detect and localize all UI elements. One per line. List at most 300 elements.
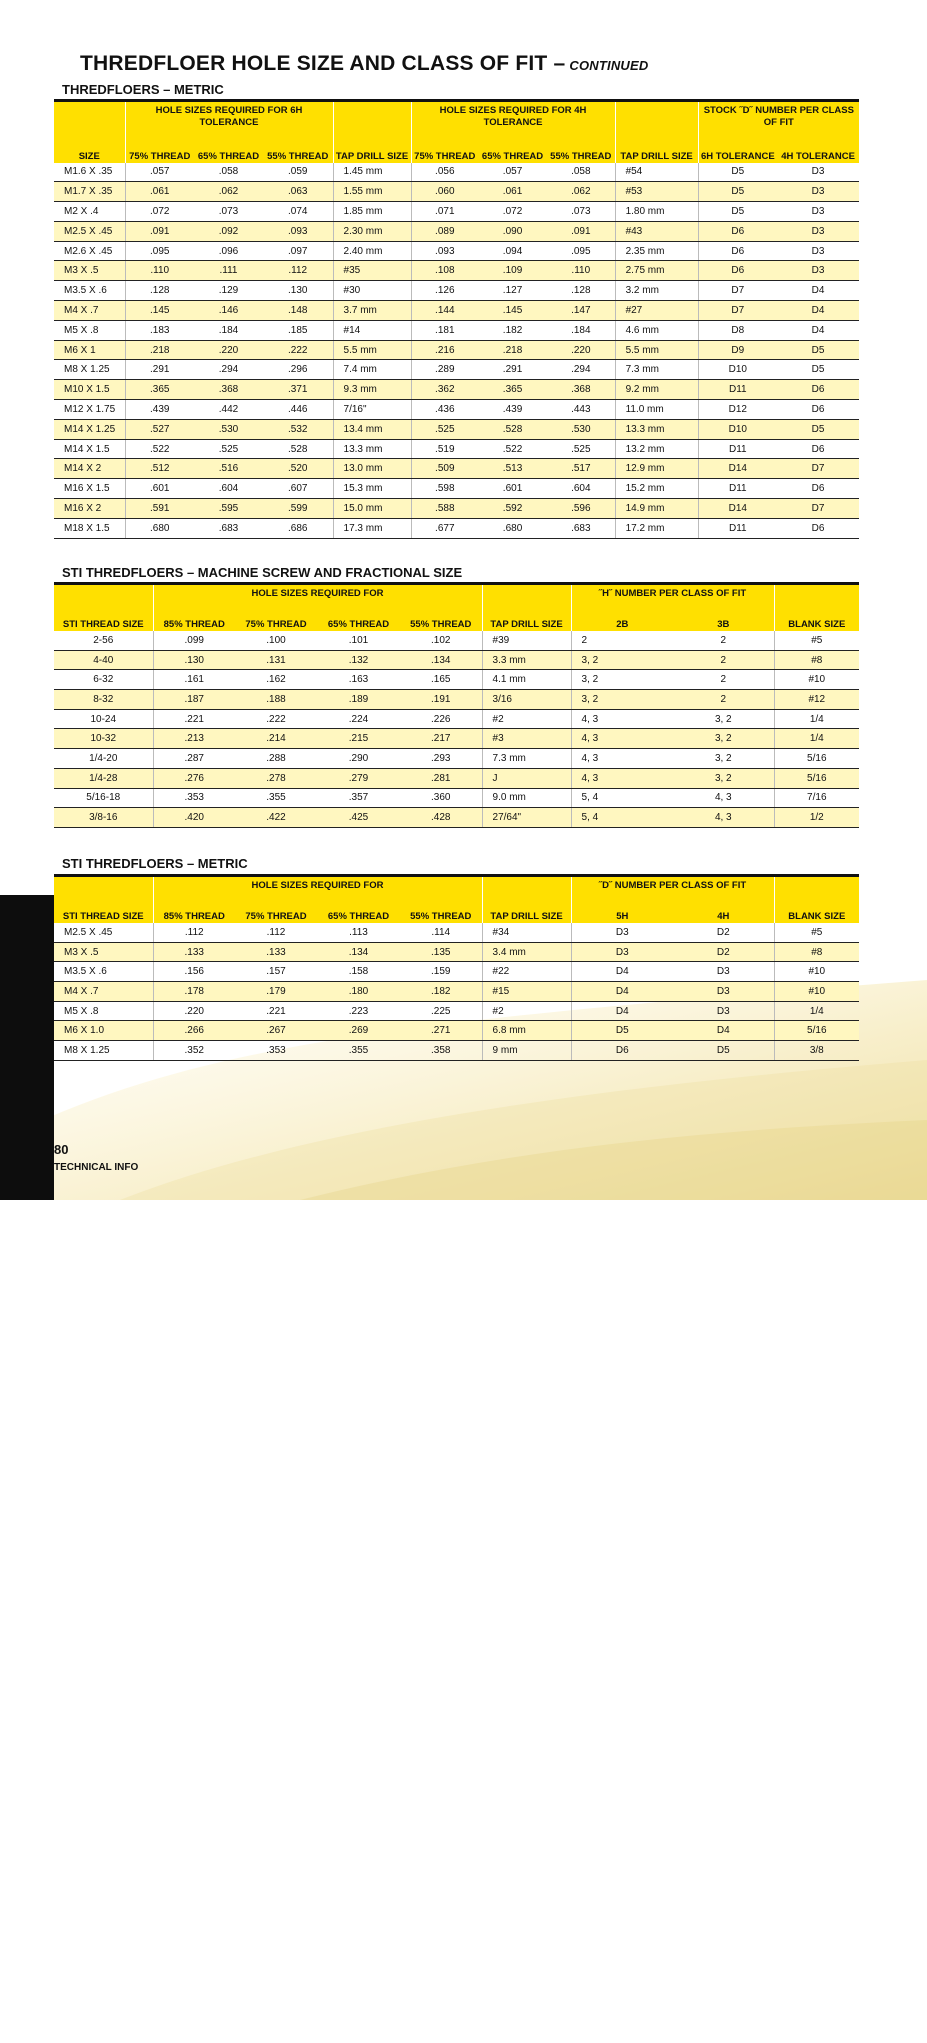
table-row: [54, 182, 859, 202]
table-cell: .102: [400, 631, 482, 650]
table-cell: #15: [482, 982, 571, 1002]
table-cell: 13.3 mm: [615, 419, 698, 439]
table-cell: .222: [235, 709, 317, 729]
table-row: [54, 670, 859, 690]
table-cell: M14 X 2: [54, 459, 125, 479]
table-cell: D11: [698, 439, 777, 459]
table-cell: D11: [698, 518, 777, 538]
table-cell: .604: [547, 479, 615, 499]
table-cell: #3: [482, 729, 571, 749]
header-group-stock: STOCK ˝D˝ NUMBER PER CLASS OF FIT: [698, 101, 859, 131]
table-cell: .528: [263, 439, 333, 459]
table-cell: .353: [235, 1041, 317, 1061]
table-cell: 17.3 mm: [333, 518, 411, 538]
table-cell: .530: [194, 419, 263, 439]
table-row: [54, 768, 859, 788]
table-cell: .680: [125, 518, 194, 538]
table-cell: .129: [194, 281, 263, 301]
table-cell: D5: [698, 182, 777, 202]
table-cell: M3 X .5: [54, 261, 125, 281]
header-tap-drill: TAP DRILL SIZE: [482, 876, 571, 924]
page-number: 80: [54, 1142, 69, 1157]
table-cell: 1/4: [774, 1001, 859, 1021]
table-cell: D6: [698, 241, 777, 261]
table-cell: D3: [673, 982, 774, 1002]
table-cell: .092: [194, 221, 263, 241]
table-cell: 14.9 mm: [615, 499, 698, 519]
table-cell: .220: [547, 340, 615, 360]
table-cell: .294: [194, 360, 263, 380]
table-cell: .073: [194, 202, 263, 222]
table-row: [54, 261, 859, 281]
table-cell: .522: [478, 439, 547, 459]
table-cell: .072: [125, 202, 194, 222]
side-label: [14, 1933, 40, 2043]
table-row: [54, 499, 859, 519]
table-cell: 4, 3: [571, 709, 673, 729]
table-cell: 1/4: [774, 709, 859, 729]
table-cell: D5: [698, 202, 777, 222]
table-cell: .360: [400, 788, 482, 808]
table-cell: D14: [698, 459, 777, 479]
table-cell: .112: [235, 923, 317, 942]
table-cell: .181: [411, 320, 478, 340]
table-cell: D5: [673, 1041, 774, 1061]
table-cell: 2.75 mm: [615, 261, 698, 281]
table-cell: .113: [317, 923, 400, 942]
table-cell: .112: [263, 261, 333, 281]
table-cell: D4: [777, 281, 859, 301]
table-cell: 9.3 mm: [333, 380, 411, 400]
table-cell: 11.0 mm: [615, 400, 698, 420]
table-cell: #22: [482, 962, 571, 982]
table-cell: M3.5 X .6: [54, 281, 125, 301]
table-cell: D12: [698, 400, 777, 420]
table-cell: D4: [777, 301, 859, 321]
table-cell: .291: [125, 360, 194, 380]
table-cell: #12: [774, 690, 859, 710]
table-cell: .184: [547, 320, 615, 340]
table-cell: .072: [478, 202, 547, 222]
table-cell: M4 X .7: [54, 301, 125, 321]
table-cell: M16 X 2: [54, 499, 125, 519]
table-cell: .601: [478, 479, 547, 499]
table-cell: 10-24: [54, 709, 153, 729]
table-cell: .100: [235, 631, 317, 650]
table-cell: .599: [263, 499, 333, 519]
table-cell: 2: [571, 631, 673, 650]
table-cell: D3: [571, 923, 673, 942]
table-cell: 2.40 mm: [333, 241, 411, 261]
table-cell: .226: [400, 709, 482, 729]
table-cell: .296: [263, 360, 333, 380]
table-cell: 7.3 mm: [482, 749, 571, 769]
table-cell: .598: [411, 479, 478, 499]
table-row: [54, 221, 859, 241]
table-cell: .442: [194, 400, 263, 420]
table-row: [54, 360, 859, 380]
table-cell: .352: [153, 1041, 235, 1061]
table-cell: .147: [547, 301, 615, 321]
table-cell: 4, 3: [571, 749, 673, 769]
table-cell: 13.0 mm: [333, 459, 411, 479]
header-group-hole-sizes: HOLE SIZES REQUIRED FOR: [153, 876, 482, 893]
header-blank-size: BLANK SIZE: [774, 876, 859, 924]
table-cell: M2.5 X .45: [54, 923, 153, 942]
table-cell: .355: [235, 788, 317, 808]
table-cell: .061: [478, 182, 547, 202]
header-sti-thread-size: STI THREAD SIZE: [54, 584, 153, 632]
table-cell: .683: [194, 518, 263, 538]
table-cell: 7.3 mm: [615, 360, 698, 380]
table-cell: 13.2 mm: [615, 439, 698, 459]
table-cell: #53: [615, 182, 698, 202]
table-cell: .215: [317, 729, 400, 749]
table-cell: .528: [478, 419, 547, 439]
table-row: [54, 340, 859, 360]
table-row: [54, 459, 859, 479]
table-cell: 5/16: [774, 768, 859, 788]
table-row: [54, 982, 859, 1002]
table-cell: .368: [194, 380, 263, 400]
table-cell: .062: [547, 182, 615, 202]
table-cell: #8: [774, 942, 859, 962]
table-cell: D7: [698, 281, 777, 301]
table-cell: D14: [698, 499, 777, 519]
table-cell: #8: [774, 650, 859, 670]
table-cell: 2: [673, 670, 774, 690]
table-cell: .436: [411, 400, 478, 420]
table-cell: 3/16: [482, 690, 571, 710]
table-cell: D4: [571, 1001, 673, 1021]
table-row: [54, 241, 859, 261]
table-row: [54, 479, 859, 499]
table-cell: .182: [400, 982, 482, 1002]
table-cell: M2.6 X .45: [54, 241, 125, 261]
table-cell: 2: [673, 631, 774, 650]
table-cell: .109: [478, 261, 547, 281]
table-cell: .371: [263, 380, 333, 400]
table-cell: .520: [263, 459, 333, 479]
page-title-text: THREDFLOER HOLE SIZE AND CLASS OF FIT –: [80, 52, 566, 75]
table-cell: .278: [235, 768, 317, 788]
table-cell: .287: [153, 749, 235, 769]
table-cell: 3, 2: [571, 650, 673, 670]
table-cell: 3/8-16: [54, 808, 153, 828]
side-label-technical-info: TECHNICAL INFO: [13, 1937, 27, 2039]
table-cell: .420: [153, 808, 235, 828]
table-cell: D6: [777, 439, 859, 459]
table-cell: .130: [263, 281, 333, 301]
table-cell: #5: [774, 631, 859, 650]
table-cell: M8 X 1.25: [54, 360, 125, 380]
table-cell: 9 mm: [482, 1041, 571, 1061]
table-cell: .294: [547, 360, 615, 380]
table-cell: 3, 2: [571, 670, 673, 690]
table-cell: 2.30 mm: [333, 221, 411, 241]
table-cell: .596: [547, 499, 615, 519]
table-cell: .182: [478, 320, 547, 340]
table-cell: .134: [317, 942, 400, 962]
table-cell: .183: [125, 320, 194, 340]
table-cell: 10-32: [54, 729, 153, 749]
table-cell: D3: [777, 261, 859, 281]
table-cell: 5/16-18: [54, 788, 153, 808]
table-cell: #43: [615, 221, 698, 241]
table-row: [54, 788, 859, 808]
table-cell: M6 X 1.0: [54, 1021, 153, 1041]
table-cell: 1/4-28: [54, 768, 153, 788]
table-cell: .099: [153, 631, 235, 650]
table-cell: .184: [194, 320, 263, 340]
table-cell: D5: [698, 163, 777, 182]
table-cell: D7: [777, 499, 859, 519]
table-cell: D5: [777, 340, 859, 360]
table-cell: D3: [673, 962, 774, 982]
table-cell: .532: [263, 419, 333, 439]
table-cell: D4: [571, 962, 673, 982]
table-cell: 8-32: [54, 690, 153, 710]
table-cell: .592: [478, 499, 547, 519]
table-row: [54, 301, 859, 321]
table-row: [54, 1001, 859, 1021]
table-cell: .220: [194, 340, 263, 360]
table-cell: M12 X 1.75: [54, 400, 125, 420]
table-cell: M4 X .7: [54, 982, 153, 1002]
table-cell: .062: [194, 182, 263, 202]
table-cell: .114: [400, 923, 482, 942]
table-cell: .135: [400, 942, 482, 962]
table-cell: .443: [547, 400, 615, 420]
table-cell: .428: [400, 808, 482, 828]
table-row: [54, 320, 859, 340]
table-cell: .358: [400, 1041, 482, 1061]
table-row: [54, 962, 859, 982]
table-cell: J: [482, 768, 571, 788]
table-cell: 6-32: [54, 670, 153, 690]
table-cell: .522: [125, 439, 194, 459]
table-cell: 2: [673, 650, 774, 670]
table-cell: .513: [478, 459, 547, 479]
table-cell: #39: [482, 631, 571, 650]
table-cell: 15.2 mm: [615, 479, 698, 499]
table-cell: .130: [153, 650, 235, 670]
table-cell: 2-56: [54, 631, 153, 650]
header-65-thread: 65% THREAD: [194, 131, 263, 163]
table-cell: 4, 3: [571, 768, 673, 788]
table-cell: #10: [774, 982, 859, 1002]
table-cell: .271: [400, 1021, 482, 1041]
table-cell: .519: [411, 439, 478, 459]
header-65-thread: 65% THREAD: [478, 131, 547, 163]
table-cell: 3/8: [774, 1041, 859, 1061]
table-cell: .134: [400, 650, 482, 670]
table-row: [54, 631, 859, 650]
table-cell: D5: [571, 1021, 673, 1041]
sti-metric-table: [54, 874, 859, 1061]
table-cell: 3, 2: [673, 709, 774, 729]
table-row: [54, 923, 859, 942]
table-cell: .525: [547, 439, 615, 459]
table-cell: .158: [317, 962, 400, 982]
table-cell: 6.8 mm: [482, 1021, 571, 1041]
table-cell: 4.6 mm: [615, 320, 698, 340]
table-cell: .101: [317, 631, 400, 650]
table-cell: 5.5 mm: [333, 340, 411, 360]
header-sti-thread-size: STI THREAD SIZE: [54, 876, 153, 924]
table-cell: D10: [698, 419, 777, 439]
table-cell: M2.5 X .45: [54, 221, 125, 241]
table-row: [54, 163, 859, 182]
table-cell: 5, 4: [571, 808, 673, 828]
table-cell: 1/4-20: [54, 749, 153, 769]
table-cell: .090: [478, 221, 547, 241]
table-cell: #10: [774, 962, 859, 982]
table-cell: #27: [615, 301, 698, 321]
table-cell: #35: [333, 261, 411, 281]
header-6h-tolerance: 6H TOLERANCE: [698, 131, 777, 163]
table-cell: 7/16: [774, 788, 859, 808]
table-cell: .110: [547, 261, 615, 281]
table-row: [54, 690, 859, 710]
table-cell: .179: [235, 982, 317, 1002]
table-cell: D3: [777, 202, 859, 222]
table-cell: M8 X 1.25: [54, 1041, 153, 1061]
table-cell: .178: [153, 982, 235, 1002]
table-cell: .446: [263, 400, 333, 420]
table-cell: .525: [194, 439, 263, 459]
table-cell: 3, 2: [673, 768, 774, 788]
header-5h: 5H: [571, 892, 673, 923]
header-55-thread: 55% THREAD: [400, 600, 482, 631]
table-cell: .165: [400, 670, 482, 690]
table-cell: .290: [317, 749, 400, 769]
table-row: [54, 729, 859, 749]
table-row: [54, 439, 859, 459]
table-cell: .187: [153, 690, 235, 710]
table-row: [54, 202, 859, 222]
table-cell: 5/16: [774, 1021, 859, 1041]
table-cell: .093: [411, 241, 478, 261]
table-cell: #14: [333, 320, 411, 340]
table-cell: .185: [263, 320, 333, 340]
table-cell: 12.9 mm: [615, 459, 698, 479]
table-cell: .128: [547, 281, 615, 301]
table-cell: .281: [400, 768, 482, 788]
table-row: [54, 419, 859, 439]
table-cell: .217: [400, 729, 482, 749]
table-cell: .683: [547, 518, 615, 538]
table-cell: 3.3 mm: [482, 650, 571, 670]
table-cell: D2: [673, 923, 774, 942]
table-cell: D5: [777, 360, 859, 380]
table-cell: .058: [547, 163, 615, 182]
table-cell: #30: [333, 281, 411, 301]
table-cell: .222: [263, 340, 333, 360]
table-cell: .110: [125, 261, 194, 281]
header-75-thread: 75% THREAD: [411, 131, 478, 163]
table-cell: 17.2 mm: [615, 518, 698, 538]
table-cell: D6: [777, 518, 859, 538]
table-cell: #34: [482, 923, 571, 942]
table-cell: 5, 4: [571, 788, 673, 808]
table-cell: .355: [317, 1041, 400, 1061]
table-cell: .439: [478, 400, 547, 420]
table-cell: .517: [547, 459, 615, 479]
table-cell: .133: [235, 942, 317, 962]
table-cell: .365: [125, 380, 194, 400]
page-title-suffix: CONTINUED: [569, 58, 649, 73]
table-cell: D7: [698, 301, 777, 321]
table-cell: .425: [317, 808, 400, 828]
table-cell: 1/2: [774, 808, 859, 828]
table-cell: #54: [615, 163, 698, 182]
header-group-hole-sizes: HOLE SIZES REQUIRED FOR: [153, 584, 482, 601]
table-cell: .422: [235, 808, 317, 828]
table-cell: M5 X .8: [54, 1001, 153, 1021]
table-cell: .357: [317, 788, 400, 808]
table-cell: D5: [777, 419, 859, 439]
table-cell: .132: [317, 650, 400, 670]
table-cell: D3: [777, 182, 859, 202]
header-tap-drill: TAP DRILL SIZE: [482, 584, 571, 632]
footer-label: TECHNICAL INFO: [54, 1162, 139, 1173]
table-cell: 13.3 mm: [333, 439, 411, 459]
table-cell: .353: [153, 788, 235, 808]
header-size: SIZE: [54, 101, 125, 163]
table-cell: .365: [478, 380, 547, 400]
header-blank-size: BLANK SIZE: [774, 584, 859, 632]
side-band: [0, 895, 54, 2039]
table-cell: D11: [698, 479, 777, 499]
header-3b: 3B: [673, 600, 774, 631]
table-cell: M6 X 1: [54, 340, 125, 360]
table-cell: .221: [153, 709, 235, 729]
table-cell: .221: [235, 1001, 317, 1021]
table-cell: .148: [263, 301, 333, 321]
table-cell: .091: [547, 221, 615, 241]
table-cell: 3.4 mm: [482, 942, 571, 962]
table-cell: 4-40: [54, 650, 153, 670]
table-cell: .146: [194, 301, 263, 321]
table-cell: .108: [411, 261, 478, 281]
table-cell: D6: [777, 380, 859, 400]
table-cell: 3.2 mm: [615, 281, 698, 301]
table-row: [54, 650, 859, 670]
sti-metric-section-title: STI THREDFLOERS – METRIC: [62, 856, 248, 871]
table-cell: D3: [571, 942, 673, 962]
table-cell: .288: [235, 749, 317, 769]
table-cell: 15.0 mm: [333, 499, 411, 519]
table-cell: .089: [411, 221, 478, 241]
table-row: [54, 749, 859, 769]
table-cell: .128: [125, 281, 194, 301]
metric-section-title: THREDFLOERS – METRIC: [62, 82, 224, 97]
table-row: [54, 400, 859, 420]
table-cell: .057: [125, 163, 194, 182]
table-cell: .293: [400, 749, 482, 769]
header-tap-drill-4h: TAP DRILL SIZE: [615, 101, 698, 163]
table-cell: 1.85 mm: [333, 202, 411, 222]
header-tap-drill-6h: TAP DRILL SIZE: [333, 101, 411, 163]
table-cell: 9.2 mm: [615, 380, 698, 400]
table-row: [54, 1041, 859, 1061]
table-cell: .220: [153, 1001, 235, 1021]
table-cell: .095: [125, 241, 194, 261]
table-cell: .159: [400, 962, 482, 982]
table-cell: .091: [125, 221, 194, 241]
table-cell: .267: [235, 1021, 317, 1041]
